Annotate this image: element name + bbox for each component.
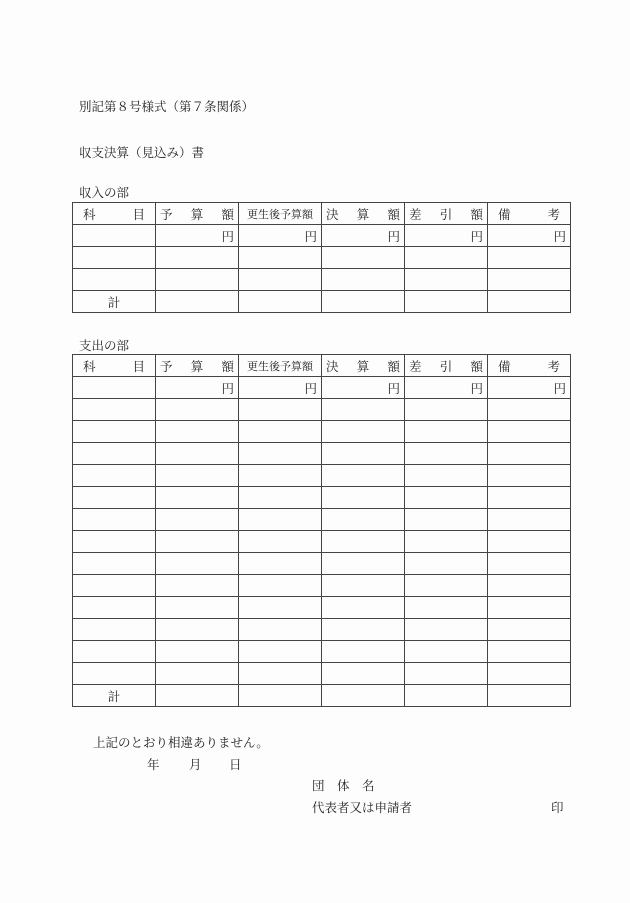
total-amount-cell[interactable] — [239, 685, 322, 707]
total-amount-cell[interactable] — [156, 685, 239, 707]
organization-name-label: 団 体 名 — [312, 778, 375, 793]
declaration-text: 上記のとおり相違ありません。 — [93, 735, 269, 750]
column-header: 差 引 額 — [405, 355, 488, 377]
amount-cell[interactable] — [156, 619, 239, 641]
column-header: 決 算 額 — [322, 203, 405, 225]
table-row — [73, 269, 571, 291]
amount-cell[interactable] — [322, 553, 405, 575]
income-section-label: 収入の部 — [79, 185, 130, 200]
amount-cell[interactable] — [239, 421, 322, 443]
amount-cell[interactable]: 円 — [239, 225, 322, 247]
table-row — [73, 663, 571, 685]
seal-mark: 印 — [551, 800, 564, 815]
item-cell[interactable] — [73, 247, 156, 269]
amount-cell[interactable] — [322, 269, 405, 291]
amount-cell[interactable] — [488, 575, 571, 597]
amount-cell[interactable] — [322, 465, 405, 487]
amount-cell[interactable] — [488, 465, 571, 487]
amount-cell[interactable] — [488, 487, 571, 509]
date-day-label: 日 — [229, 757, 242, 772]
amount-cell[interactable] — [322, 421, 405, 443]
total-amount-cell[interactable] — [156, 291, 239, 313]
amount-cell[interactable]: 円 — [156, 377, 239, 399]
document-title: 収支決算（見込み）書 — [79, 145, 205, 160]
total-amount-cell[interactable] — [405, 685, 488, 707]
amount-cell[interactable] — [405, 641, 488, 663]
amount-cell[interactable] — [405, 575, 488, 597]
amount-cell[interactable] — [239, 597, 322, 619]
amount-cell[interactable] — [322, 487, 405, 509]
amount-cell[interactable] — [322, 443, 405, 465]
table-row — [73, 509, 571, 531]
date-month-label: 月 — [189, 757, 202, 772]
amount-cell[interactable] — [488, 641, 571, 663]
total-label: 計 — [73, 291, 156, 313]
form-number: 別記第８号様式（第７条関係） — [79, 99, 255, 114]
amount-cell[interactable] — [239, 443, 322, 465]
amount-cell[interactable] — [156, 421, 239, 443]
amount-cell[interactable] — [488, 269, 571, 291]
item-cell[interactable] — [73, 225, 156, 247]
amount-cell[interactable] — [488, 247, 571, 269]
amount-cell[interactable] — [322, 575, 405, 597]
table-row — [73, 641, 571, 663]
item-cell[interactable] — [73, 641, 156, 663]
item-cell[interactable] — [73, 421, 156, 443]
amount-cell[interactable] — [322, 509, 405, 531]
amount-cell[interactable] — [239, 641, 322, 663]
item-cell[interactable] — [73, 443, 156, 465]
amount-cell[interactable] — [239, 553, 322, 575]
amount-cell[interactable]: 円 — [156, 225, 239, 247]
amount-cell[interactable] — [156, 247, 239, 269]
item-cell[interactable] — [73, 269, 156, 291]
column-header: 備 考 — [488, 355, 571, 377]
table-row — [73, 443, 571, 465]
amount-cell[interactable] — [405, 597, 488, 619]
amount-cell[interactable] — [322, 663, 405, 685]
amount-cell[interactable] — [488, 509, 571, 531]
item-cell[interactable] — [73, 531, 156, 553]
column-header: 予 算 額 — [156, 203, 239, 225]
amount-cell[interactable] — [322, 247, 405, 269]
amount-cell[interactable] — [322, 399, 405, 421]
amount-cell[interactable] — [322, 641, 405, 663]
amount-cell[interactable]: 円 — [239, 377, 322, 399]
total-amount-cell[interactable] — [239, 291, 322, 313]
header-row — [73, 355, 571, 377]
amount-cell[interactable] — [239, 487, 322, 509]
amount-cell[interactable]: 円 — [488, 377, 571, 399]
amount-cell[interactable] — [239, 269, 322, 291]
amount-cell[interactable] — [488, 399, 571, 421]
total-amount-cell[interactable] — [322, 685, 405, 707]
total-amount-cell[interactable] — [405, 291, 488, 313]
amount-cell[interactable] — [156, 509, 239, 531]
amount-cell[interactable] — [405, 269, 488, 291]
item-cell[interactable] — [73, 377, 156, 399]
amount-cell[interactable] — [239, 663, 322, 685]
amount-cell[interactable] — [239, 509, 322, 531]
amount-cell[interactable] — [488, 597, 571, 619]
amount-cell[interactable] — [488, 553, 571, 575]
column-header: 予 算 額 — [156, 355, 239, 377]
amount-cell[interactable] — [156, 269, 239, 291]
table-row — [73, 399, 571, 421]
total-amount-cell[interactable] — [488, 291, 571, 313]
amount-cell[interactable] — [405, 553, 488, 575]
amount-cell[interactable] — [405, 509, 488, 531]
amount-cell[interactable] — [405, 465, 488, 487]
amount-cell[interactable] — [156, 553, 239, 575]
amount-cell[interactable] — [156, 399, 239, 421]
amount-cell[interactable] — [156, 531, 239, 553]
amount-cell[interactable] — [488, 619, 571, 641]
item-cell[interactable] — [73, 619, 156, 641]
item-cell[interactable] — [73, 663, 156, 685]
amount-cell[interactable] — [239, 247, 322, 269]
amount-cell[interactable] — [405, 399, 488, 421]
amount-cell[interactable] — [156, 487, 239, 509]
total-label: 計 — [73, 685, 156, 707]
table-row — [73, 487, 571, 509]
expense-section-label: 支出の部 — [79, 338, 130, 353]
amount-cell[interactable] — [405, 443, 488, 465]
amount-cell[interactable] — [239, 619, 322, 641]
date-year-label: 年 — [147, 757, 160, 772]
item-cell[interactable] — [73, 553, 156, 575]
expense-table — [72, 354, 571, 707]
amount-cell[interactable] — [239, 531, 322, 553]
column-header: 科 目 — [73, 203, 156, 225]
table-row — [73, 553, 571, 575]
item-cell[interactable] — [73, 487, 156, 509]
amount-cell[interactable] — [488, 663, 571, 685]
table-row — [73, 465, 571, 487]
table-row — [73, 619, 571, 641]
column-header: 差 引 額 — [405, 203, 488, 225]
column-header: 更生後予算額 — [239, 355, 322, 377]
item-cell[interactable] — [73, 597, 156, 619]
column-header: 科 目 — [73, 355, 156, 377]
total-row — [73, 685, 571, 707]
amount-cell[interactable]: 円 — [488, 225, 571, 247]
table-row — [73, 597, 571, 619]
amount-cell[interactable] — [239, 399, 322, 421]
unit-row — [73, 225, 571, 247]
amount-cell[interactable] — [156, 443, 239, 465]
item-cell[interactable] — [73, 575, 156, 597]
amount-cell[interactable]: 円 — [405, 377, 488, 399]
amount-cell[interactable] — [156, 465, 239, 487]
column-header: 備 考 — [488, 203, 571, 225]
amount-cell[interactable] — [405, 663, 488, 685]
item-cell[interactable] — [73, 465, 156, 487]
amount-cell[interactable] — [322, 597, 405, 619]
amount-cell[interactable] — [239, 465, 322, 487]
amount-cell[interactable] — [405, 531, 488, 553]
income-table — [72, 202, 571, 313]
amount-cell[interactable] — [488, 531, 571, 553]
total-amount-cell[interactable] — [322, 291, 405, 313]
representative-label: 代表者又は申請者 — [312, 800, 413, 815]
table-row — [73, 575, 571, 597]
amount-cell[interactable] — [156, 663, 239, 685]
item-cell[interactable] — [73, 509, 156, 531]
total-row — [73, 291, 571, 313]
amount-cell[interactable]: 円 — [322, 225, 405, 247]
amount-cell[interactable] — [156, 597, 239, 619]
amount-cell[interactable] — [405, 247, 488, 269]
amount-cell[interactable] — [405, 619, 488, 641]
table-row — [73, 247, 571, 269]
table-row — [73, 421, 571, 443]
amount-cell[interactable] — [488, 421, 571, 443]
amount-cell[interactable] — [322, 531, 405, 553]
unit-row — [73, 377, 571, 399]
amount-cell[interactable] — [488, 443, 571, 465]
total-amount-cell[interactable] — [488, 685, 571, 707]
amount-cell[interactable] — [322, 619, 405, 641]
amount-cell[interactable]: 円 — [322, 377, 405, 399]
amount-cell[interactable] — [156, 641, 239, 663]
amount-cell[interactable]: 円 — [405, 225, 488, 247]
amount-cell[interactable] — [156, 575, 239, 597]
amount-cell[interactable] — [405, 421, 488, 443]
column-header: 決 算 額 — [322, 355, 405, 377]
header-row — [73, 203, 571, 225]
item-cell[interactable] — [73, 399, 156, 421]
amount-cell[interactable] — [405, 487, 488, 509]
column-header: 更生後予算額 — [239, 203, 322, 225]
amount-cell[interactable] — [239, 575, 322, 597]
table-row — [73, 531, 571, 553]
